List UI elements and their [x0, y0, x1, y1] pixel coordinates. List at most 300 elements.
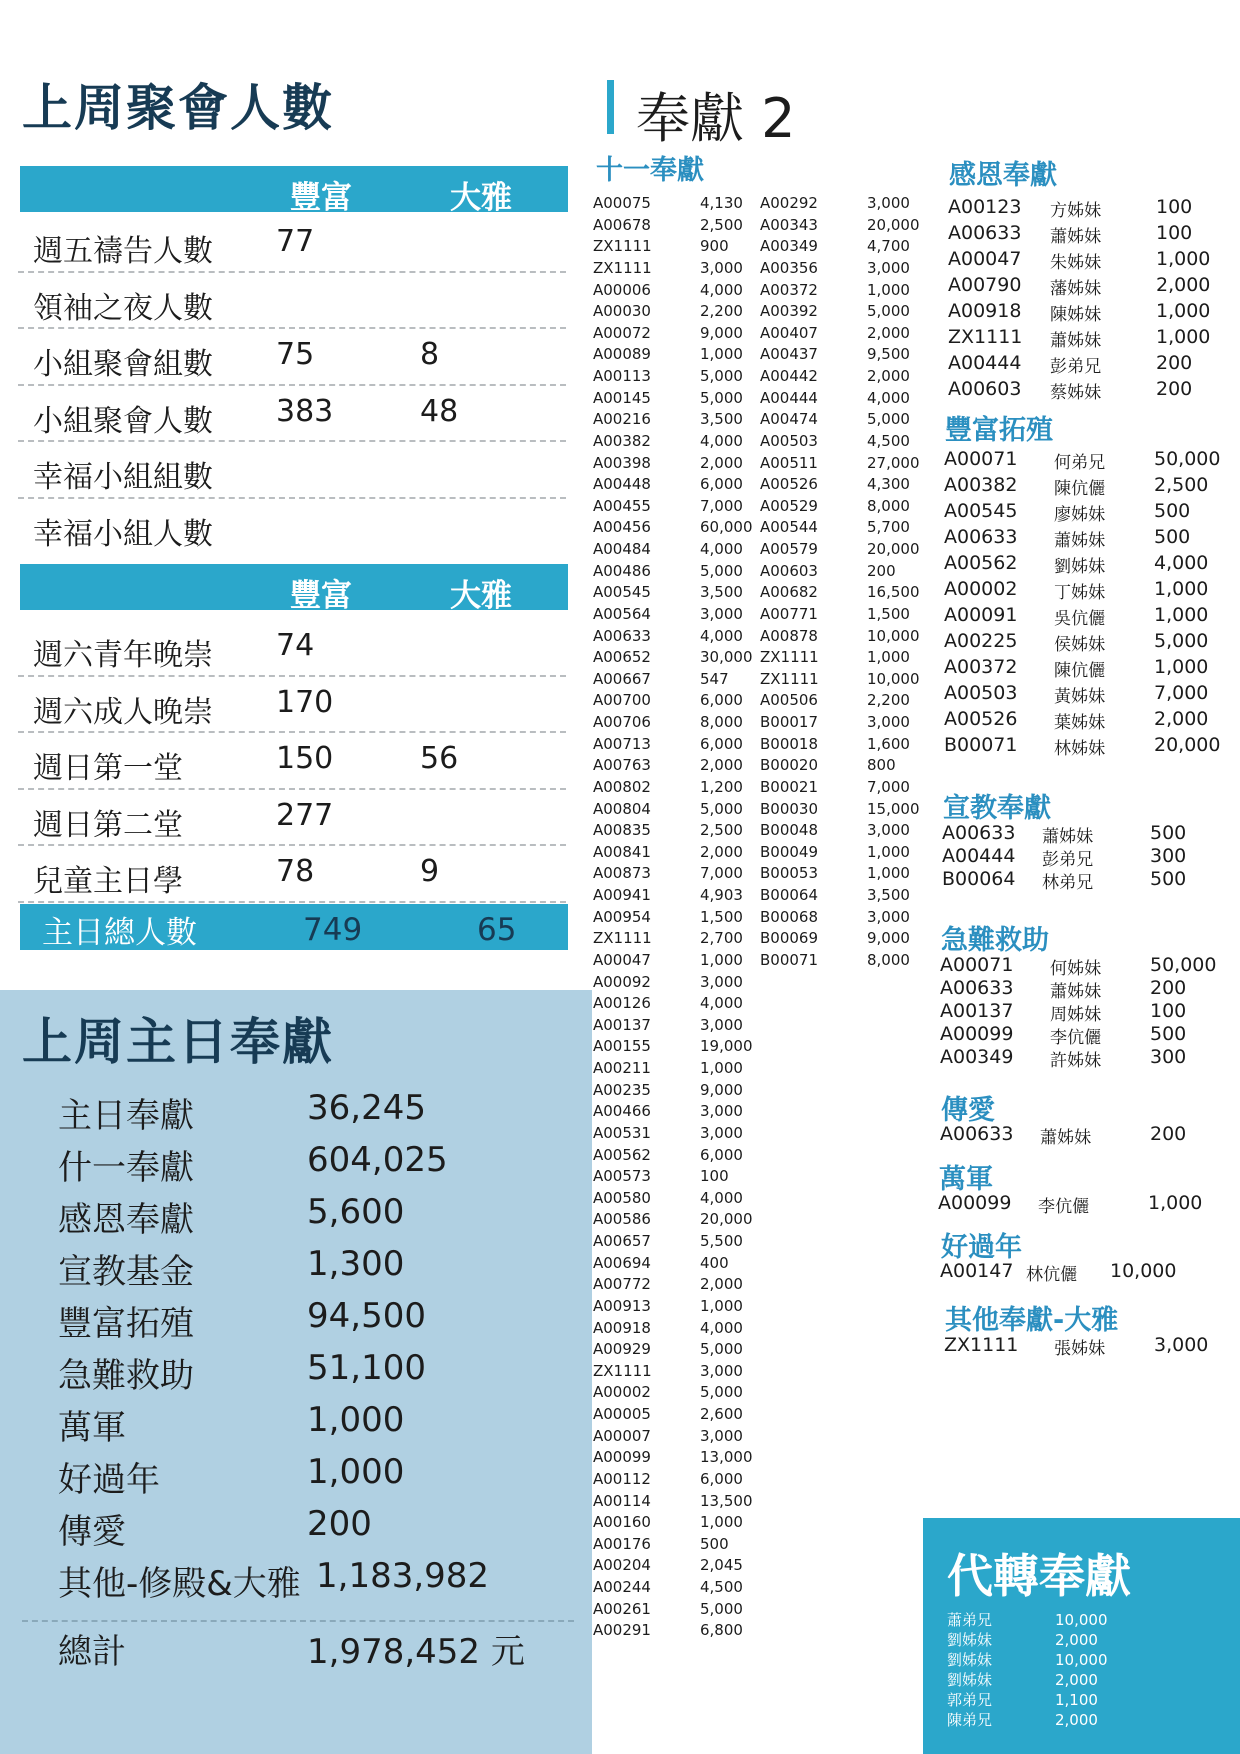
offering-page-title: 奉獻 2	[636, 87, 796, 150]
donor-id: A00007	[593, 1426, 651, 1445]
donor-id: A00114	[593, 1491, 651, 1510]
donor-id: B00071	[760, 950, 819, 969]
donor-id: A00448	[593, 475, 651, 494]
amount: 2,000	[700, 1275, 743, 1294]
tithe-row	[760, 344, 920, 366]
weekly-offering-title: 上周主日奉獻	[22, 1013, 334, 1071]
amount: 1,600	[867, 734, 910, 753]
amount: 2,200	[700, 302, 743, 321]
donor-id: ZX1111	[593, 237, 652, 256]
tithe-row	[760, 388, 920, 410]
tithe-row	[593, 366, 753, 388]
donor-id: A00586	[593, 1210, 651, 1229]
offering-value: 94,500	[307, 1296, 426, 1336]
amount: 4,000	[700, 431, 743, 450]
donor-name: 蕭姊妹	[1054, 531, 1106, 551]
amount: 100	[1156, 196, 1193, 218]
donor-id: A00573	[593, 1167, 651, 1186]
donor-name: 陳姊妹	[1050, 305, 1102, 325]
donor-id: A00954	[593, 907, 651, 926]
donor-name: 丁姊妹	[1054, 583, 1106, 603]
offering-value: 1,000	[307, 1452, 405, 1492]
donor-id: A00545	[593, 583, 651, 602]
donor-id: A00244	[593, 1578, 651, 1596]
attendance-label: 週日第一堂	[33, 751, 183, 786]
tithe-row	[760, 820, 920, 842]
amount: 10,000	[867, 669, 920, 688]
donor-id: A00835	[593, 821, 651, 840]
donor-id: A00356	[760, 258, 818, 277]
amount: 1,000	[1154, 578, 1209, 600]
tithe-row	[593, 1209, 753, 1231]
donor-id: A00713	[593, 734, 651, 753]
tithe-row	[593, 755, 753, 777]
tithe-row	[593, 604, 753, 626]
donor-name: 林伉儷	[1026, 1265, 1078, 1285]
weekly-offering-row	[0, 1400, 592, 1452]
weekly-offering-row	[0, 1348, 592, 1400]
col-fengfu-2: 豐富	[290, 578, 352, 614]
amount: 2,500	[700, 821, 743, 840]
donor-id: A00694	[593, 1253, 651, 1272]
amount: 3,000	[700, 1426, 743, 1445]
donor-id: A00137	[593, 1015, 651, 1034]
tithe-row	[593, 1296, 753, 1318]
amount: 60,000	[700, 518, 753, 537]
donor-id: A00579	[760, 540, 818, 558]
tithe-row	[593, 950, 753, 972]
donor-id: A00126	[593, 994, 651, 1013]
amount: 4,500	[867, 431, 910, 450]
tithe-row	[593, 431, 753, 453]
tithe-row	[593, 972, 753, 994]
tithe-row	[760, 712, 920, 734]
amount: 2,000	[867, 323, 910, 342]
amount: 1,000	[867, 648, 910, 667]
donor-id: ZX1111	[760, 669, 819, 688]
amount: 547	[700, 669, 729, 688]
tithe-row	[593, 690, 753, 712]
amount: 1,500	[700, 907, 743, 926]
donor-name: 李伉儷	[1038, 1197, 1090, 1217]
offering-label: 主日奉獻	[58, 1096, 194, 1136]
donor-id: A00929	[593, 1340, 651, 1359]
tithe-row	[593, 842, 753, 864]
amount: 2,000	[700, 453, 743, 472]
donor-id: A00633	[944, 526, 1018, 548]
donor-id: A00657	[593, 1232, 651, 1250]
donor-name: 彭弟兄	[1042, 850, 1094, 870]
amount: 1,000	[1156, 300, 1211, 322]
proxy-amount: 1,100	[1055, 1691, 1098, 1709]
amount: 4,000	[700, 1318, 743, 1337]
amount: 2,000	[1154, 708, 1209, 730]
tithe-row	[760, 755, 920, 777]
donor-id: A00466	[593, 1102, 651, 1121]
amount: 7,000	[867, 777, 910, 796]
amount: 3,500	[700, 583, 743, 602]
donor-name: 蕭姊妹	[1042, 827, 1094, 847]
donor-id: B00048	[760, 821, 819, 840]
tithe-row	[593, 280, 753, 302]
donor-id: A00112	[593, 1469, 651, 1488]
amount: 8,000	[867, 950, 910, 969]
offering-label: 傳愛	[58, 1512, 126, 1552]
amount: 2,045	[700, 1556, 743, 1575]
amount: 1,000	[1148, 1192, 1203, 1214]
amount: 5,000	[1154, 630, 1209, 652]
amount: 800	[867, 756, 896, 775]
donor-id: A00123	[948, 196, 1022, 218]
amount: 2,500	[700, 215, 743, 234]
tithe-row	[593, 1015, 753, 1037]
amount: 10,000	[867, 626, 920, 645]
amount: 3,000	[867, 713, 910, 731]
donor-id: A00147	[940, 1260, 1014, 1282]
total-fengfu: 749	[303, 912, 363, 948]
tithe-row	[593, 582, 753, 604]
tithe-row	[760, 669, 920, 691]
amount: 4,000	[700, 540, 743, 558]
amount: 500	[1150, 1023, 1187, 1045]
amount: 2,000	[1156, 274, 1211, 296]
amount: 4,300	[867, 475, 910, 494]
tithe-row	[593, 1036, 753, 1058]
tithe-row	[593, 777, 753, 799]
tithe-row	[593, 1426, 753, 1448]
donor-id: A00225	[944, 630, 1018, 652]
tithe-row	[593, 409, 753, 431]
donor-name: 張姊妹	[1054, 1339, 1106, 1359]
amount: 2,200	[867, 691, 910, 710]
tithe-row	[593, 928, 753, 950]
tithe-row	[593, 301, 753, 323]
tithe-row	[593, 1318, 753, 1340]
attendance-header-2	[20, 564, 568, 614]
donor-id: A00092	[593, 972, 651, 991]
tithe-row	[760, 474, 920, 496]
love-heading: 傳愛	[941, 1095, 995, 1126]
amount: 5,000	[700, 1340, 743, 1359]
donor-id: B00020	[760, 756, 819, 775]
other-heading: 其他奉獻-大雅	[945, 1305, 1119, 1336]
offering-value: 1,300	[307, 1244, 405, 1284]
tithe-row	[593, 1188, 753, 1210]
donor-name: 陳伉儷	[1054, 479, 1106, 499]
donor-id: A00878	[760, 626, 818, 645]
amount: 500	[1154, 526, 1191, 548]
tithe-row	[593, 1620, 753, 1642]
offering-value: 1,183,982	[316, 1556, 490, 1596]
donor-id: A00771	[760, 604, 818, 623]
donor-id: A00633	[593, 626, 651, 645]
donor-id: B00071	[944, 734, 1018, 756]
donor-id: A00113	[593, 367, 651, 385]
donor-id: A00526	[760, 475, 818, 494]
amount: 1,000	[1154, 604, 1209, 626]
donor-id: A00261	[593, 1599, 651, 1618]
attendance-row	[18, 844, 566, 903]
donor-id: A00633	[940, 977, 1014, 999]
amount: 1,000	[700, 345, 743, 364]
tithe-row	[593, 236, 753, 258]
donor-id: A00349	[940, 1046, 1014, 1068]
attendance-fengfu: 77	[276, 224, 315, 259]
attendance-daya: 56	[420, 741, 459, 776]
donor-id: B00064	[760, 886, 819, 904]
proxy-amount: 10,000	[1055, 1651, 1108, 1669]
amount: 100	[1156, 222, 1193, 244]
tithe-row	[760, 885, 920, 907]
amount: 200	[1156, 378, 1193, 400]
donor-id: A00562	[944, 552, 1018, 574]
amount: 1,200	[700, 777, 743, 796]
donor-id: B00069	[760, 929, 819, 948]
donor-id: A00216	[593, 410, 651, 429]
tithe-row	[593, 1469, 753, 1491]
donor-id: B00030	[760, 799, 819, 818]
amount: 5,000	[700, 1383, 743, 1402]
amount: 1,000	[700, 950, 743, 969]
donor-id: A00382	[593, 431, 651, 450]
donor-name: 劉姊妹	[1054, 557, 1106, 577]
tithe-row	[760, 561, 920, 583]
amount: 3,000	[700, 258, 743, 277]
donor-id: A00099	[938, 1192, 1012, 1214]
tithe-row	[760, 950, 920, 972]
donor-id: A00486	[593, 561, 651, 580]
donor-name: 侯姊妹	[1054, 635, 1106, 655]
donor-id: A00292	[760, 194, 818, 212]
amount: 4,903	[700, 886, 743, 904]
tithe-row	[593, 993, 753, 1015]
donor-id: ZX1111	[948, 326, 1023, 348]
donor-id: A00564	[593, 604, 651, 623]
donor-name: 朱姊妹	[1050, 253, 1102, 273]
tithe-row	[593, 1382, 753, 1404]
offering-label: 宣教基金	[58, 1252, 194, 1292]
amount: 1,000	[1156, 326, 1211, 348]
weekly-offering-row	[0, 1140, 592, 1192]
attendance-row	[18, 384, 566, 443]
donor-id: A00531	[593, 1123, 651, 1142]
tithe-row	[593, 1145, 753, 1167]
amount: 3,500	[867, 886, 910, 904]
col-daya-2: 大雅	[450, 578, 512, 614]
attendance-label: 領袖之夜人數	[33, 290, 213, 326]
weekly-offering-row	[0, 1244, 592, 1296]
tithe-row	[593, 344, 753, 366]
amount: 1,000	[1156, 248, 1211, 270]
donor-id: B00017	[760, 713, 819, 731]
total-daya: 65	[477, 912, 517, 948]
donor-id: A00071	[940, 954, 1014, 976]
amount: 3,000	[1154, 1334, 1209, 1356]
attendance-fengfu: 170	[276, 684, 334, 720]
donor-id: A00030	[593, 302, 651, 321]
attendance-row	[18, 271, 566, 330]
attendance-daya: 9	[420, 854, 440, 889]
donor-id: A00529	[760, 496, 818, 515]
tithe-row	[593, 258, 753, 280]
tithe-row	[593, 1361, 753, 1383]
donor-id: A00005	[593, 1405, 651, 1423]
amount: 2,700	[700, 929, 743, 948]
amount: 6,000	[700, 734, 743, 753]
tithe-column-1	[593, 193, 753, 1642]
tithe-row	[593, 669, 753, 691]
amount: 5,000	[700, 799, 743, 818]
donor-id: A00091	[944, 604, 1018, 626]
tithe-row	[593, 1512, 753, 1534]
offering-total-value: 1,978,452 元	[307, 1632, 525, 1672]
offering-value: 51,100	[307, 1348, 426, 1388]
donor-id: ZX1111	[944, 1334, 1019, 1356]
attendance-daya: 8	[420, 337, 440, 372]
tithe-row	[760, 842, 920, 864]
tithe-row	[593, 193, 753, 215]
tithe-row	[593, 1339, 753, 1361]
attendance-label: 兒童主日學	[33, 864, 183, 899]
donor-id: A00700	[593, 691, 651, 710]
amount: 900	[700, 237, 729, 256]
donor-id: A00099	[940, 1023, 1014, 1045]
tithe-row	[593, 474, 753, 496]
donor-name: 廖姊妹	[1054, 505, 1106, 525]
donor-id: A00372	[760, 280, 818, 299]
donor-id: A00918	[948, 300, 1022, 322]
tithe-row	[593, 626, 753, 648]
donor-id: A00372	[944, 656, 1018, 678]
amount: 4,000	[1154, 552, 1209, 574]
donor-id: A00941	[593, 886, 651, 904]
amount: 5,000	[867, 302, 910, 321]
donor-name: 何弟兄	[1054, 453, 1106, 473]
thanks-heading: 感恩奉獻	[949, 160, 1057, 191]
amount: 6,000	[700, 475, 743, 494]
donor-id: B00053	[760, 864, 819, 883]
attendance-fengfu: 150	[276, 741, 334, 776]
attendance-fengfu: 383	[276, 393, 334, 429]
proxy-name: 陳弟兄	[947, 1711, 993, 1729]
donor-id: A00145	[593, 388, 651, 407]
tithe-row	[760, 409, 920, 431]
offering-total-label: 總計	[58, 1632, 126, 1672]
offering-value: 200	[307, 1504, 372, 1544]
tithe-row	[593, 1123, 753, 1145]
amount: 19,000	[700, 1037, 753, 1056]
proxy-heading: 代轉奉獻	[947, 1549, 1131, 1603]
amount: 20,000	[867, 215, 920, 234]
title-bar-accent	[607, 80, 614, 134]
amount: 1,000	[700, 1059, 743, 1077]
attendance-fengfu: 74	[276, 628, 315, 663]
donor-name: 蕭姊妹	[1050, 982, 1102, 1002]
donor-id: A00526	[944, 708, 1018, 730]
tithe-heading: 十一奉獻	[596, 155, 704, 186]
donor-id: B00021	[760, 777, 819, 796]
amount: 1,500	[867, 604, 910, 623]
tithe-row	[760, 539, 920, 561]
donor-name: 林弟兄	[1042, 873, 1094, 893]
donor-id: A00071	[944, 448, 1018, 470]
tithe-row	[760, 863, 920, 885]
amount: 13,000	[700, 1448, 753, 1467]
tithe-row	[593, 561, 753, 583]
amount: 200	[1150, 977, 1187, 999]
amount: 20,000	[867, 540, 920, 558]
amount: 3,000	[867, 821, 910, 840]
amount: 3,000	[700, 1123, 743, 1142]
amount: 6,000	[700, 691, 743, 710]
tithe-row	[593, 820, 753, 842]
donor-name: 彭弟兄	[1050, 357, 1102, 377]
tithe-row	[760, 582, 920, 604]
attendance-header-1	[20, 166, 568, 216]
attendance-label: 幸福小組人數	[33, 516, 213, 552]
donor-id: A00580	[593, 1188, 651, 1207]
weekly-offering-row	[0, 1556, 592, 1608]
donor-id: A00841	[593, 842, 651, 861]
donor-id: A00382	[944, 474, 1018, 496]
donor-id: ZX1111	[760, 648, 819, 667]
tithe-row	[593, 799, 753, 821]
donor-id: A00444	[948, 352, 1022, 374]
donor-id: A00503	[944, 682, 1018, 704]
donor-id: A00633	[940, 1123, 1014, 1145]
donor-id: A00155	[593, 1037, 651, 1056]
col-fengfu: 豐富	[290, 180, 352, 216]
amount: 1,000	[867, 280, 910, 299]
attendance-row	[18, 497, 566, 554]
tithe-row	[593, 1404, 753, 1426]
amount: 4,000	[867, 388, 910, 407]
amount: 9,000	[700, 1080, 743, 1099]
donor-id: A00790	[948, 274, 1022, 296]
tithe-row	[593, 1080, 753, 1102]
donor-id: A00398	[593, 453, 651, 472]
proxy-offering-box	[923, 1518, 1240, 1754]
tithe-row	[760, 690, 920, 712]
tithe-row	[760, 453, 920, 475]
offering-value: 36,245	[307, 1088, 426, 1128]
donor-id: A00442	[760, 367, 818, 385]
donor-id: ZX1111	[593, 929, 652, 948]
amount: 200	[867, 561, 896, 580]
attendance-label: 週六青年晚崇	[33, 638, 213, 673]
amount: 50,000	[1150, 954, 1217, 976]
donor-id: A00137	[940, 1000, 1014, 1022]
donor-id: A00160	[593, 1513, 651, 1532]
attendance-row	[18, 327, 566, 386]
amount: 20,000	[700, 1210, 753, 1229]
donor-id: A00455	[593, 496, 651, 515]
amount: 20,000	[1154, 734, 1221, 756]
amount: 7,000	[700, 496, 743, 515]
proxy-amount: 2,000	[1055, 1631, 1098, 1649]
amount: 10,000	[1110, 1260, 1177, 1282]
donor-id: A00802	[593, 777, 651, 796]
donor-id: A00437	[760, 345, 818, 364]
amount: 6,000	[700, 1145, 743, 1164]
weekly-offering-row	[0, 1192, 592, 1244]
amount: 500	[1150, 868, 1187, 890]
amount: 5,000	[867, 410, 910, 429]
donor-id: A00072	[593, 323, 651, 342]
tithe-row	[760, 193, 920, 215]
tithe-row	[593, 1101, 753, 1123]
tithe-row	[760, 280, 920, 302]
